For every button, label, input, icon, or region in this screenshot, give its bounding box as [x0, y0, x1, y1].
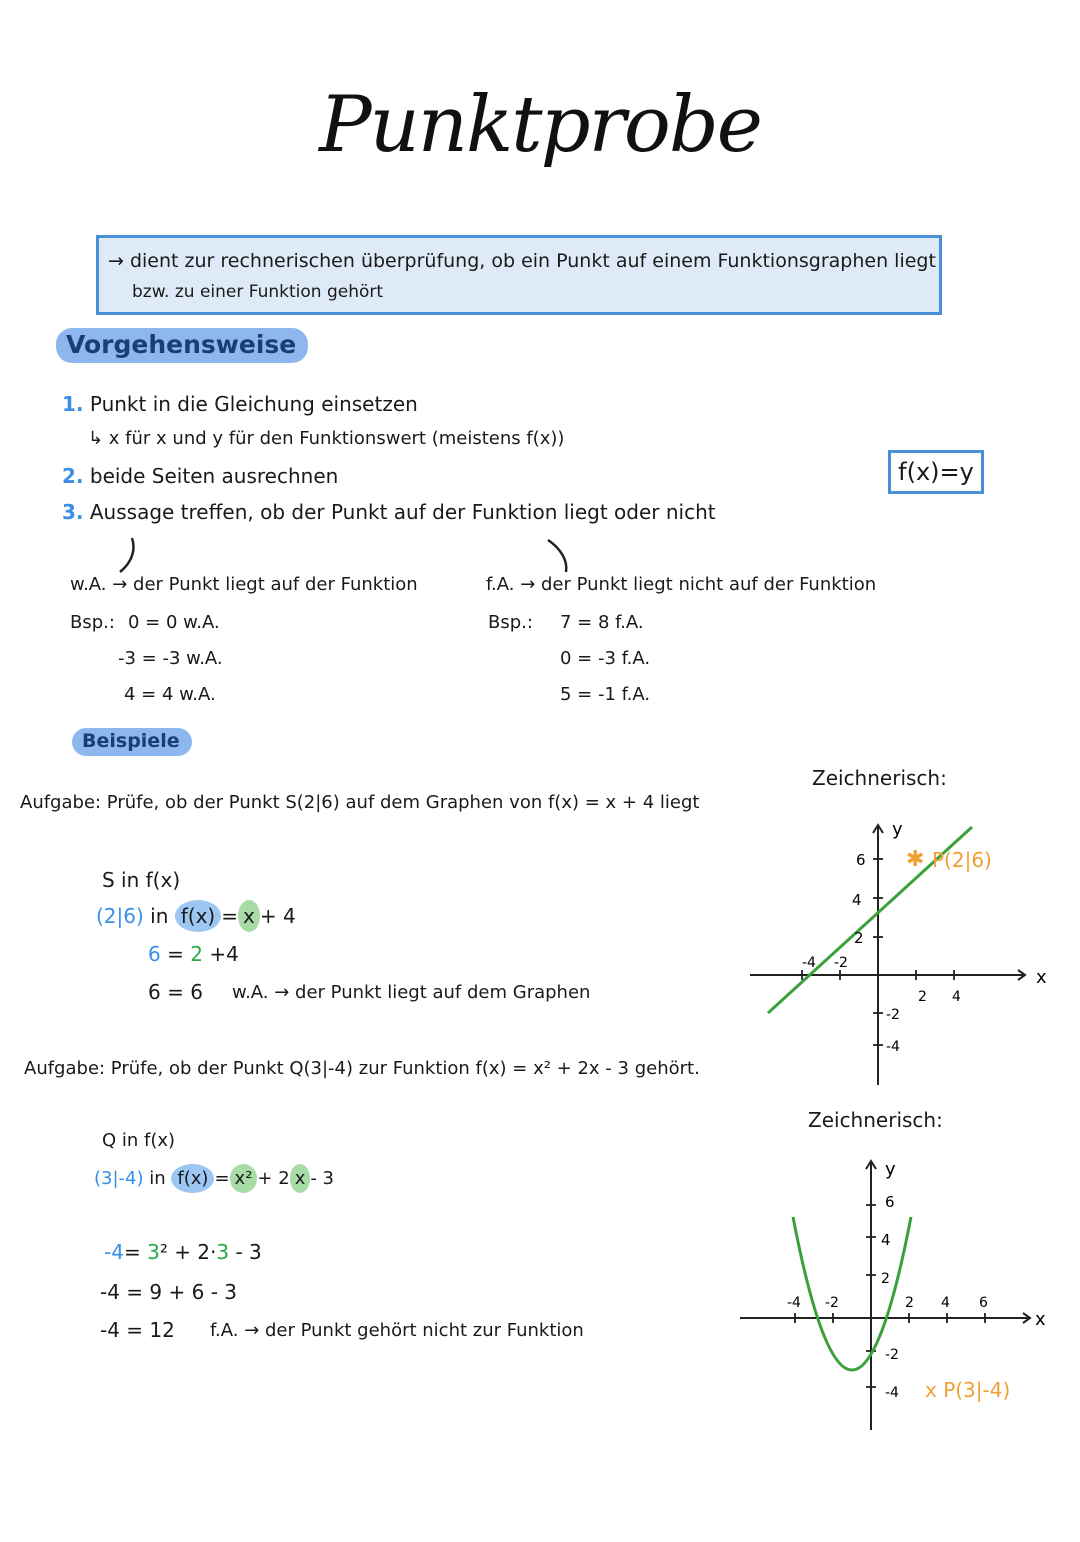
wa-example-1: 0 = 0 w.A. [128, 612, 220, 633]
fa-example-2: 0 = -3 f.A. [560, 648, 651, 669]
fa-label: f.A. → der Punkt liegt nicht auf der Funktion [486, 574, 877, 595]
wa-example-3: 4 = 4 w.A. [124, 684, 216, 705]
tick-x-6: 6 [979, 1295, 988, 1311]
tick-y-neg4: -4 [885, 1385, 899, 1401]
tick-y-6: 6 [856, 851, 866, 869]
page-title: Punktprobe [319, 80, 761, 170]
examples-heading: Beispiele [72, 728, 192, 752]
task-2-calc-3: -4 = 12 [100, 1318, 175, 1342]
fa-example-3: 5 = -1 f.A. [560, 684, 651, 705]
tick-y-2: 2 [854, 929, 864, 947]
wa-label: w.A. → der Punkt liegt auf der Funktion [70, 574, 418, 595]
tick-y-4: 4 [881, 1231, 891, 1249]
procedure-heading: Vorgehensweise [56, 330, 308, 359]
task-2-graph-label: Zeichnerisch: [808, 1108, 943, 1132]
tick-x-4: 4 [952, 989, 961, 1005]
definition-box [96, 235, 942, 315]
point-label: x P(3|-4) [925, 1378, 1011, 1402]
task-1-result-note: w.A. → der Punkt liegt auf dem Graphen [232, 982, 591, 1003]
task-2-q-in: Q in f(x) [102, 1130, 176, 1151]
tick-y-2: 2 [881, 1271, 890, 1287]
definition-line-2: bzw. zu einer Funktion gehört [132, 282, 384, 302]
task-2-substitution: (3|-4) in f(x) = x² + 2 x - 3 [94, 1168, 334, 1189]
task-2-text: Aufgabe: Prüfe, ob der Punkt Q(3|-4) zur Funktion f(x) = x² + 2x - 3 gehört. [24, 1058, 700, 1079]
point-label: P(2|6) [932, 848, 992, 872]
tick-x-neg2: -2 [834, 955, 848, 971]
branch-lines [0, 520, 1080, 580]
fa-bsp: Bsp.: [488, 612, 533, 633]
task-1-result: 6 = 6 [148, 980, 203, 1004]
task-1-graph-label: Zeichnerisch: [812, 766, 947, 790]
parabola-graph [735, 1155, 1075, 1445]
tick-x-neg2: -2 [825, 1295, 839, 1311]
axis-y-label: y [885, 1159, 896, 1180]
tick-x-2: 2 [905, 1295, 914, 1311]
tick-x-2: 2 [918, 989, 927, 1005]
tick-x-4: 4 [941, 1295, 950, 1311]
step-2: 2. beide Seiten ausrechnen [62, 464, 339, 488]
tick-x-neg4: -4 [787, 1295, 801, 1311]
tick-y-6: 6 [885, 1193, 895, 1211]
step-1-sub: ↳ x für x und y für den Funktionswert (meistens f(x)) [88, 428, 565, 449]
step-1: 1. Punkt in die Gleichung einsetzen [62, 392, 418, 416]
tick-y-neg2: -2 [886, 1007, 900, 1023]
task-1-s-in: S in f(x) [102, 868, 181, 892]
definition-line-1: → dient zur rechnerischen überprüfung, ob ein Punkt auf einem Funktionsgraphen liegt [108, 250, 936, 272]
point-marker: ✱ [906, 847, 925, 872]
fa-example-1: 7 = 8 f.A. [560, 612, 644, 633]
axis-y-label: y [892, 819, 903, 840]
task-1-substitution: (2|6) in f(x) = x + 4 [96, 904, 296, 928]
tick-y-neg2: -2 [885, 1347, 899, 1363]
task-1-text: Aufgabe: Prüfe, ob der Punkt S(2|6) auf dem Graphen von f(x) = x + 4 liegt [20, 792, 700, 813]
wa-bsp: Bsp.: [70, 612, 115, 633]
fx-equals-y-box: f(x)=y [888, 450, 984, 494]
task-2-calc-1: -4= 3² + 2·3 - 3 [104, 1240, 262, 1264]
step-3: 3. Aussage treffen, ob der Punkt auf der Funktion liegt oder nicht [62, 500, 716, 524]
task-2-result-note: f.A. → der Punkt gehört nicht zur Funktion [210, 1320, 584, 1341]
axis-x-label: x [1035, 1309, 1046, 1330]
tick-x-neg4: -4 [802, 955, 816, 971]
task-1-calc: 6 = 2 +4 [148, 942, 239, 966]
axis-x-label: x [1036, 967, 1047, 988]
tick-y-neg4: -4 [886, 1039, 900, 1055]
linear-graph [740, 815, 1060, 1090]
wa-example-2: -3 = -3 w.A. [118, 648, 223, 669]
task-2-calc-2: -4 = 9 + 6 - 3 [100, 1280, 237, 1304]
tick-y-4: 4 [852, 891, 862, 909]
